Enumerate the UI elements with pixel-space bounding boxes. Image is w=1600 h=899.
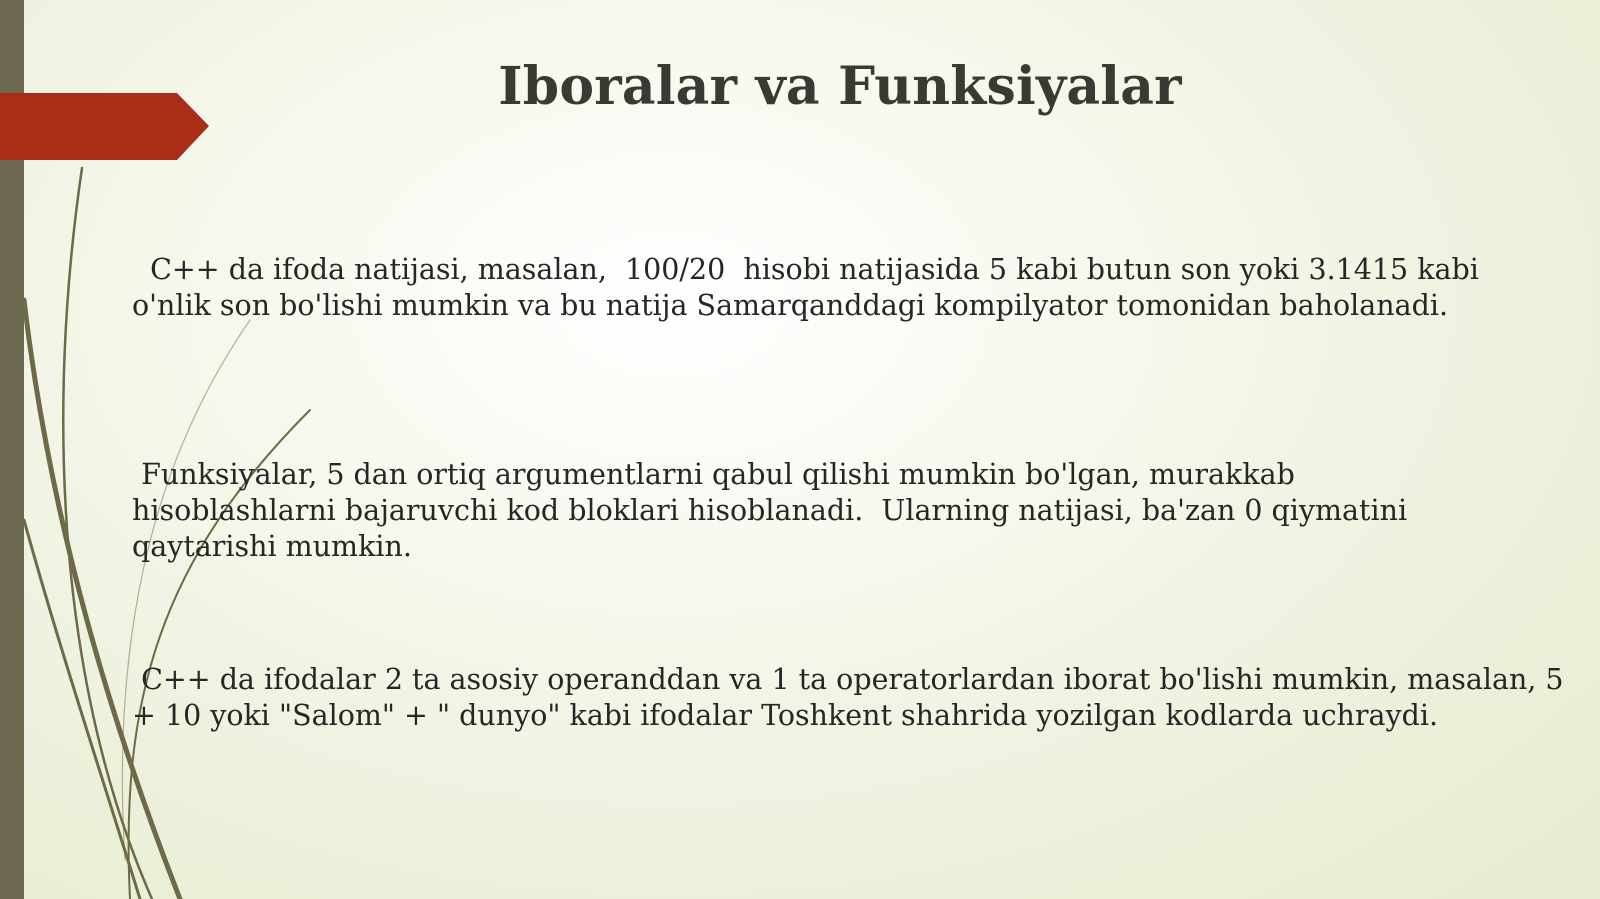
paragraph-functions: Funksiyalar, 5 dan ortiq argumentlarni qabul qilishi mumkin bo'lgan, murakkab hisoblashlarni bajaruvchi kod bloklari hisoblanadi. Ularning natijasi, ba'zan 0 qiymatini qaytarishi mumkin.	[132, 458, 1408, 563]
paragraph-expressions: C++ da ifoda natijasi, masalan, 100/20 hisobi natijasida 5 kabi butun son yoki 3.1415 kabi o'nlik son bo'lishi mumkin va bu natija Samarqanddagi kompilyator tomonidan baholanadi.	[132, 253, 1479, 322]
red-arrow-shape	[0, 0, 220, 200]
slide-title: Iboralar va Funksiyalar	[498, 56, 1182, 117]
paragraph-operands: C++ da ifodalar 2 ta asosiy operanddan va 1 ta operatorlardan iborat bo'lishi mumkin, masalan, 5 + 10 yoki "Salom" + " dunyo" kabi ifodalar Toshkent shahrida yozilgan kodlarda uchraydi.	[132, 663, 1564, 732]
